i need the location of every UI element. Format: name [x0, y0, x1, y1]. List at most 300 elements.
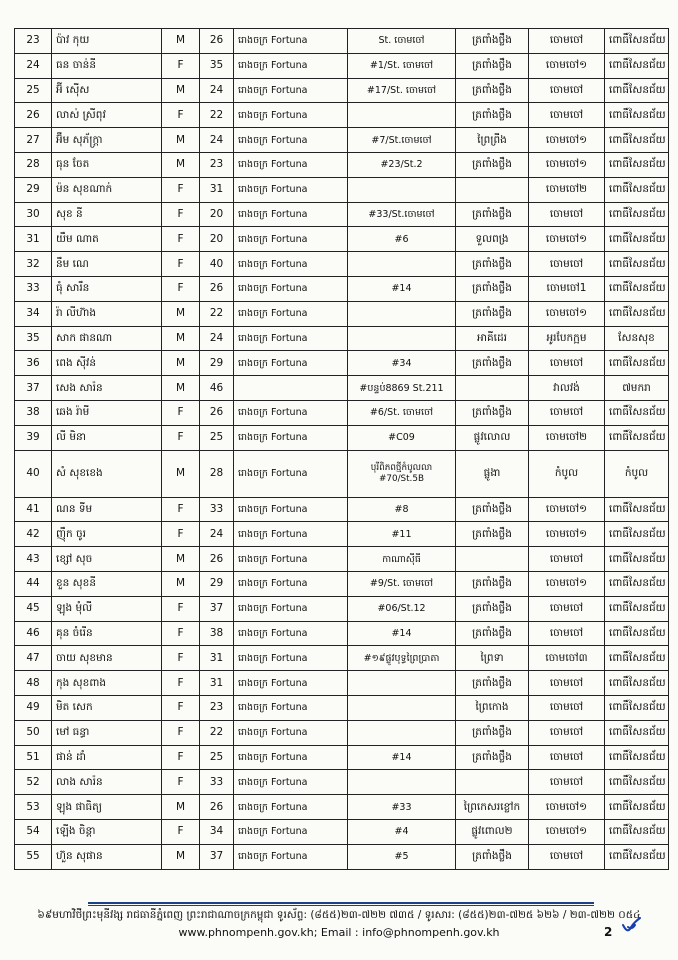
cell-village: ត្រពាំងថ្លឹង	[456, 53, 529, 78]
cell-commune: ចោមចៅ	[529, 671, 605, 696]
table-row	[15, 571, 669, 596]
cell-address: #4	[348, 819, 456, 844]
cell-name: សំ សុខខេង	[52, 450, 162, 497]
cell-workplace: រោងចក្រ Fortuna	[234, 276, 348, 301]
cell-village: ត្រពាំងថ្លឹង	[456, 844, 529, 869]
cell-village: ត្រពាំងថ្លឹង	[456, 152, 529, 177]
cell-age: 23	[200, 152, 234, 177]
cell-name: មៅ ធន្ធា	[52, 720, 162, 745]
cell-number: 41	[15, 497, 52, 522]
cell-sex: M	[162, 571, 200, 596]
cell-workplace: រោងចក្រ Fortuna	[234, 795, 348, 820]
cell-address	[348, 301, 456, 326]
cell-number: 32	[15, 252, 52, 277]
cell-district: ពោធិ៍សែនជ័យ	[605, 547, 669, 572]
cell-district: ពោធិ៍សែនជ័យ	[605, 745, 669, 770]
table-row	[15, 53, 669, 78]
cell-age: 23	[200, 695, 234, 720]
cell-sex: F	[162, 202, 200, 227]
cell-number: 31	[15, 227, 52, 252]
cell-commune: ចោមចៅ	[529, 596, 605, 621]
cell-sex: M	[162, 301, 200, 326]
cell-address: #C09	[348, 425, 456, 450]
cell-address: #7/St.ចោមចៅ	[348, 128, 456, 153]
cell-name: ហ៊ួន សុផាន	[52, 844, 162, 869]
cell-village: ត្រពាំងថ្លឹង	[456, 252, 529, 277]
cell-commune: ចោមចៅ១	[529, 128, 605, 153]
cell-address: #33	[348, 795, 456, 820]
cell-village: អាគីដេរ	[456, 326, 529, 351]
cell-name: លាង សារ៉ន	[52, 770, 162, 795]
cell-sex: M	[162, 78, 200, 103]
cell-name: ឡុង មុំលី	[52, 596, 162, 621]
cell-address: កាណាស៊ីធី	[348, 547, 456, 572]
cell-district: ពោធិ៍សែនជ័យ	[605, 795, 669, 820]
cell-workplace: រោងចក្រ Fortuna	[234, 177, 348, 202]
cell-sex: F	[162, 497, 200, 522]
table-row	[15, 795, 669, 820]
cell-number: 36	[15, 351, 52, 376]
cell-district: ពោធិ៍សែនជ័យ	[605, 844, 669, 869]
table-row	[15, 128, 669, 153]
table-row	[15, 103, 669, 128]
cell-district: ពោធិ៍សែនជ័យ	[605, 301, 669, 326]
cell-number: 45	[15, 596, 52, 621]
table-row	[15, 819, 669, 844]
cell-sex: F	[162, 720, 200, 745]
cell-address: #6	[348, 227, 456, 252]
cell-workplace: រោងចក្រ Fortuna	[234, 819, 348, 844]
cell-district: ពោធិ៍សែនជ័យ	[605, 177, 669, 202]
cell-address	[348, 252, 456, 277]
cell-commune: ចោមចៅ២	[529, 177, 605, 202]
table-row	[15, 326, 669, 351]
cell-sex: F	[162, 621, 200, 646]
cell-name: ពេង ស៊ីវន់	[52, 351, 162, 376]
table-body	[15, 29, 669, 870]
cell-sex: F	[162, 596, 200, 621]
cell-village: ត្រពាំងថ្លឹង	[456, 671, 529, 696]
cell-district: ពោធិ៍សែនជ័យ	[605, 819, 669, 844]
table-row	[15, 202, 669, 227]
table-row	[15, 497, 669, 522]
cell-address	[348, 103, 456, 128]
cell-workplace: រោងចក្រ Fortuna	[234, 301, 348, 326]
cell-sex: F	[162, 252, 200, 277]
cell-age: 31	[200, 177, 234, 202]
table-row	[15, 376, 669, 401]
cell-address: #9/St. ចោមចៅ	[348, 571, 456, 596]
cell-district: ពោធិ៍សែនជ័យ	[605, 770, 669, 795]
cell-district: ពោធិ៍សែនជ័យ	[605, 671, 669, 696]
table-row	[15, 227, 669, 252]
cell-number: 44	[15, 571, 52, 596]
cell-district: ពោធិ៍សែនជ័យ	[605, 522, 669, 547]
cell-age: 26	[200, 276, 234, 301]
signature-mark-icon	[620, 915, 644, 935]
cell-age: 35	[200, 53, 234, 78]
cell-number: 47	[15, 646, 52, 671]
cell-district: ពោធិ៍សែនជ័យ	[605, 596, 669, 621]
cell-commune: ចោមចៅ១	[529, 795, 605, 820]
cell-village: ត្រពាំងថ្លឹង	[456, 351, 529, 376]
cell-name: ខ្សៅ សុច	[52, 547, 162, 572]
cell-village	[456, 547, 529, 572]
cell-number: 27	[15, 128, 52, 153]
table-row	[15, 78, 669, 103]
cell-district: ពោធិ៍សែនជ័យ	[605, 646, 669, 671]
cell-district: ពោធិ៍សែនជ័យ	[605, 103, 669, 128]
cell-district: ពោធិ៍សែនជ័យ	[605, 621, 669, 646]
cell-workplace: រោងចក្រ Fortuna	[234, 202, 348, 227]
cell-age: 20	[200, 227, 234, 252]
footer-address: ៦៩មហាវិថីព្រះមុនីវង្ស រាជធានីភ្នំពេញ ព្រះរាជាណាចក្រកម្ពុជា ទូរស័ព្ទ: (៨៥៥)២៣-៧២២ ៧៣៥ / ទូរសារ: (៨៥៥)២៣-៧២៥ ៦២៦ / ២៣-៧២២ ០៥៤	[37, 909, 641, 921]
cell-number: 23	[15, 29, 52, 54]
table-row	[15, 671, 669, 696]
cell-sex: F	[162, 227, 200, 252]
cell-address: #14	[348, 621, 456, 646]
cell-age: 22	[200, 103, 234, 128]
cell-district: ៧មករា	[605, 376, 669, 401]
cell-name: សុខ នី	[52, 202, 162, 227]
cell-commune: ចោមចៅ១	[529, 571, 605, 596]
cell-village: ព្រៃកោង	[456, 695, 529, 720]
cell-address	[348, 326, 456, 351]
footer-website-email: www.phnompenh.gov.kh; Email : info@phnompenh.gov.kh	[178, 926, 500, 939]
cell-number: 34	[15, 301, 52, 326]
cell-workplace: រោងចក្រ Fortuna	[234, 770, 348, 795]
cell-village: ត្រពាំងថ្លឹង	[456, 571, 529, 596]
cell-village: ត្រពាំងថ្លឹង	[456, 497, 529, 522]
cell-address: #23/St.2	[348, 152, 456, 177]
cell-workplace: រោងចក្រ Fortuna	[234, 351, 348, 376]
table-row	[15, 770, 669, 795]
cell-name: សាក ផានណា	[52, 326, 162, 351]
cell-name: ប៉ាវ កុយ	[52, 29, 162, 54]
cell-workplace: រោងចក្រ Fortuna	[234, 425, 348, 450]
cell-workplace: រោងចក្រ Fortuna	[234, 450, 348, 497]
cell-village: ទួលពង្រ	[456, 227, 529, 252]
cell-sex: M	[162, 351, 200, 376]
cell-number: 38	[15, 400, 52, 425]
cell-workplace: រោងចក្រ Fortuna	[234, 152, 348, 177]
table-row	[15, 720, 669, 745]
cell-village	[456, 177, 529, 202]
cell-workplace: រោងចក្រ Fortuna	[234, 621, 348, 646]
cell-workplace: រោងចក្រ Fortuna	[234, 571, 348, 596]
cell-district: ពោធិ៍សែនជ័យ	[605, 227, 669, 252]
cell-district: ពោធិ៍សែនជ័យ	[605, 695, 669, 720]
table-row	[15, 596, 669, 621]
cell-district: ពោធិ៍សែនជ័យ	[605, 53, 669, 78]
cell-address	[348, 671, 456, 696]
cell-age: 26	[200, 29, 234, 54]
cell-workplace: រោងចក្រ Fortuna	[234, 646, 348, 671]
cell-name: មិត សេក	[52, 695, 162, 720]
cell-commune: វាលវង់	[529, 376, 605, 401]
cell-village: ផ្លូវពោល២	[456, 819, 529, 844]
cell-workplace: រោងចក្រ Fortuna	[234, 53, 348, 78]
cell-name: ម៉ន សុខណាក់	[52, 177, 162, 202]
footer-rule-thin	[88, 905, 594, 906]
table-row	[15, 695, 669, 720]
cell-address: #14	[348, 276, 456, 301]
cell-address: #បន្ទប់8869 St.211	[348, 376, 456, 401]
cell-sex: F	[162, 646, 200, 671]
cell-name: សេង សារ៉ន	[52, 376, 162, 401]
table-row	[15, 522, 669, 547]
cell-number: 28	[15, 152, 52, 177]
cell-age: 31	[200, 646, 234, 671]
cell-age: 24	[200, 522, 234, 547]
cell-district: សែនសុខ	[605, 326, 669, 351]
cell-commune: ចោមចៅ	[529, 351, 605, 376]
cell-district: ពោធិ៍សែនជ័យ	[605, 425, 669, 450]
table-row	[15, 844, 669, 869]
cell-name: យឹម ណាត	[52, 227, 162, 252]
cell-commune: ចោមចៅ១	[529, 227, 605, 252]
cell-number: 39	[15, 425, 52, 450]
cell-commune: ចោមចៅ	[529, 844, 605, 869]
table-row	[15, 450, 669, 497]
cell-workplace: រោងចក្រ Fortuna	[234, 252, 348, 277]
cell-district: ពោធិ៍សែនជ័យ	[605, 152, 669, 177]
cell-age: 33	[200, 770, 234, 795]
cell-number: 35	[15, 326, 52, 351]
cell-sex: F	[162, 522, 200, 547]
table-row	[15, 276, 669, 301]
cell-district: កំបូល	[605, 450, 669, 497]
cell-name: អ៊ឹម សុភ័ក្ត្រា	[52, 128, 162, 153]
cell-number: 55	[15, 844, 52, 869]
cell-name: ផាន់ ដាំ	[52, 745, 162, 770]
cell-sex: F	[162, 177, 200, 202]
cell-age: 33	[200, 497, 234, 522]
cell-commune: ចោមចៅ1	[529, 276, 605, 301]
cell-age: 29	[200, 351, 234, 376]
cell-workplace: រោងចក្រ Fortuna	[234, 103, 348, 128]
cell-number: 49	[15, 695, 52, 720]
cell-address	[348, 720, 456, 745]
document-table-container	[14, 28, 668, 870]
cell-workplace: រោងចក្រ Fortuna	[234, 78, 348, 103]
cell-village	[456, 770, 529, 795]
cell-age: 26	[200, 795, 234, 820]
cell-workplace: រោងចក្រ Fortuna	[234, 596, 348, 621]
cell-sex: M	[162, 547, 200, 572]
cell-commune: ចោមចៅ	[529, 29, 605, 54]
cell-workplace: រោងចក្រ Fortuna	[234, 522, 348, 547]
cell-village: ត្រពាំងថ្លឹង	[456, 78, 529, 103]
cell-sex: M	[162, 795, 200, 820]
cell-age: 31	[200, 671, 234, 696]
cell-number: 48	[15, 671, 52, 696]
cell-number: 51	[15, 745, 52, 770]
cell-address: #1/St. ចោមចៅ	[348, 53, 456, 78]
cell-sex: M	[162, 152, 200, 177]
cell-number: 33	[15, 276, 52, 301]
cell-number: 43	[15, 547, 52, 572]
cell-workplace: រោងចក្រ Fortuna	[234, 400, 348, 425]
cell-workplace: រោងចក្រ Fortuna	[234, 227, 348, 252]
cell-number: 52	[15, 770, 52, 795]
cell-name: លាស់ ស្រីពុវ	[52, 103, 162, 128]
table-row	[15, 252, 669, 277]
cell-name: គុន ចំរើន	[52, 621, 162, 646]
cell-village: ត្រពាំងថ្លឹង	[456, 276, 529, 301]
cell-commune: ចោមចៅ	[529, 547, 605, 572]
cell-commune: ចោមចៅ	[529, 252, 605, 277]
cell-workplace: រោងចក្រ Fortuna	[234, 326, 348, 351]
cell-number: 53	[15, 795, 52, 820]
cell-commune: អូរបែកក្អម	[529, 326, 605, 351]
cell-sex: F	[162, 425, 200, 450]
table-row	[15, 351, 669, 376]
cell-number: 37	[15, 376, 52, 401]
cell-commune: ចោមចៅ	[529, 202, 605, 227]
cell-sex: F	[162, 103, 200, 128]
cell-name: លី មិនា	[52, 425, 162, 450]
cell-age: 22	[200, 301, 234, 326]
table-row	[15, 745, 669, 770]
cell-address	[348, 695, 456, 720]
cell-number: 54	[15, 819, 52, 844]
cell-commune: ចោមចៅ	[529, 770, 605, 795]
cell-workplace: រោងចក្រ Fortuna	[234, 547, 348, 572]
cell-address: បុរីពិភពថ្មីកំបូលលា #70/St.5B	[348, 450, 456, 497]
cell-commune: ចោមចៅ	[529, 103, 605, 128]
cell-age: 26	[200, 547, 234, 572]
cell-district: ពោធិ៍សែនជ័យ	[605, 400, 669, 425]
cell-number: 25	[15, 78, 52, 103]
cell-age: 37	[200, 596, 234, 621]
cell-sex: F	[162, 671, 200, 696]
cell-workplace	[234, 376, 348, 401]
cell-address: #34	[348, 351, 456, 376]
cell-workplace: រោងចក្រ Fortuna	[234, 497, 348, 522]
cell-address	[348, 177, 456, 202]
cell-village: ព្រៃកេសរខ្លៅក	[456, 795, 529, 820]
cell-district: ពោធិ៍សែនជ័យ	[605, 29, 669, 54]
cell-sex: M	[162, 450, 200, 497]
cell-village: ត្រពាំងថ្លឹង	[456, 745, 529, 770]
cell-age: 37	[200, 844, 234, 869]
cell-age: 24	[200, 326, 234, 351]
cell-age: 34	[200, 819, 234, 844]
cell-commune: ចោមចៅ	[529, 745, 605, 770]
cell-age: 25	[200, 745, 234, 770]
table-row	[15, 621, 669, 646]
cell-number: 26	[15, 103, 52, 128]
cell-village: ត្រពាំងថ្លឹង	[456, 522, 529, 547]
cell-district: ពោធិ៍សែនជ័យ	[605, 351, 669, 376]
cell-commune: ចោមចៅ២	[529, 425, 605, 450]
cell-name: ឆេង រ៉ាមី	[52, 400, 162, 425]
cell-name: ឡើង ចិន្តា	[52, 819, 162, 844]
cell-sex: F	[162, 53, 200, 78]
cell-sex: F	[162, 819, 200, 844]
cell-name: ខួន សុខនី	[52, 571, 162, 596]
table-row	[15, 301, 669, 326]
cell-address: #33/St.ចោមចៅ	[348, 202, 456, 227]
cell-village: ត្រពាំងថ្លឹង	[456, 301, 529, 326]
cell-sex: F	[162, 276, 200, 301]
cell-workplace: រោងចក្រ Fortuna	[234, 671, 348, 696]
cell-name: ឡុង ផាធិត្យ	[52, 795, 162, 820]
cell-commune: កំបូល	[529, 450, 605, 497]
cell-age: 46	[200, 376, 234, 401]
cell-village: ផ្លូងា	[456, 450, 529, 497]
table-row	[15, 29, 669, 54]
cell-district: ពោធិ៍សែនជ័យ	[605, 571, 669, 596]
cell-name: កុង សុខពាង	[52, 671, 162, 696]
cell-number: 29	[15, 177, 52, 202]
cell-sex: F	[162, 400, 200, 425]
cell-name: ញ៉ឹក ចូរ	[52, 522, 162, 547]
cell-workplace: រោងចក្រ Fortuna	[234, 29, 348, 54]
cell-village: ត្រពាំងថ្លឹង	[456, 621, 529, 646]
table-row	[15, 547, 669, 572]
cell-village: ព្រៃព្រីង	[456, 128, 529, 153]
cell-district: ពោធិ៍សែនជ័យ	[605, 202, 669, 227]
cell-sex: M	[162, 376, 200, 401]
cell-sex: M	[162, 29, 200, 54]
cell-commune: ចោមចៅ១	[529, 152, 605, 177]
employee-table	[14, 28, 669, 870]
cell-address: St. ចោមចៅ	[348, 29, 456, 54]
cell-commune: ចោមចៅ	[529, 720, 605, 745]
cell-age: 40	[200, 252, 234, 277]
cell-number: 50	[15, 720, 52, 745]
page-number: 2	[604, 925, 613, 939]
cell-sex: F	[162, 695, 200, 720]
cell-number: 46	[15, 621, 52, 646]
cell-name: រ៉ា លីហ៊ាង	[52, 301, 162, 326]
cell-village: ត្រពាំងថ្លឹង	[456, 29, 529, 54]
cell-commune: ចោមចៅ	[529, 78, 605, 103]
cell-number: 30	[15, 202, 52, 227]
table-row	[15, 425, 669, 450]
cell-address: #14	[348, 745, 456, 770]
cell-address: #5	[348, 844, 456, 869]
cell-sex: M	[162, 326, 200, 351]
cell-sex: M	[162, 844, 200, 869]
cell-commune: ចោមចៅ១	[529, 301, 605, 326]
cell-age: 29	[200, 571, 234, 596]
cell-address: #6/St. ចោមចៅ	[348, 400, 456, 425]
cell-village	[456, 376, 529, 401]
cell-workplace: រោងចក្រ Fortuna	[234, 745, 348, 770]
cell-age: 26	[200, 400, 234, 425]
cell-age: 20	[200, 202, 234, 227]
cell-name: ធុំ សារឹន	[52, 276, 162, 301]
cell-number: 24	[15, 53, 52, 78]
table-row	[15, 646, 669, 671]
cell-village: ត្រពាំងថ្លឹង	[456, 400, 529, 425]
cell-age: 28	[200, 450, 234, 497]
cell-district: ពោធិ៍សែនជ័យ	[605, 128, 669, 153]
cell-name: ចាយ សុខមាន	[52, 646, 162, 671]
table-row	[15, 400, 669, 425]
cell-workplace: រោងចក្រ Fortuna	[234, 720, 348, 745]
cell-age: 25	[200, 425, 234, 450]
cell-age: 38	[200, 621, 234, 646]
cell-name: នឹម ណេ	[52, 252, 162, 277]
cell-address: #១៩ផ្លូវបុទ្ធព្រៃប្រាតា	[348, 646, 456, 671]
cell-workplace: រោងចក្រ Fortuna	[234, 695, 348, 720]
cell-district: ពោធិ៍សែនជ័យ	[605, 78, 669, 103]
cell-commune: ចោមចៅ១	[529, 497, 605, 522]
